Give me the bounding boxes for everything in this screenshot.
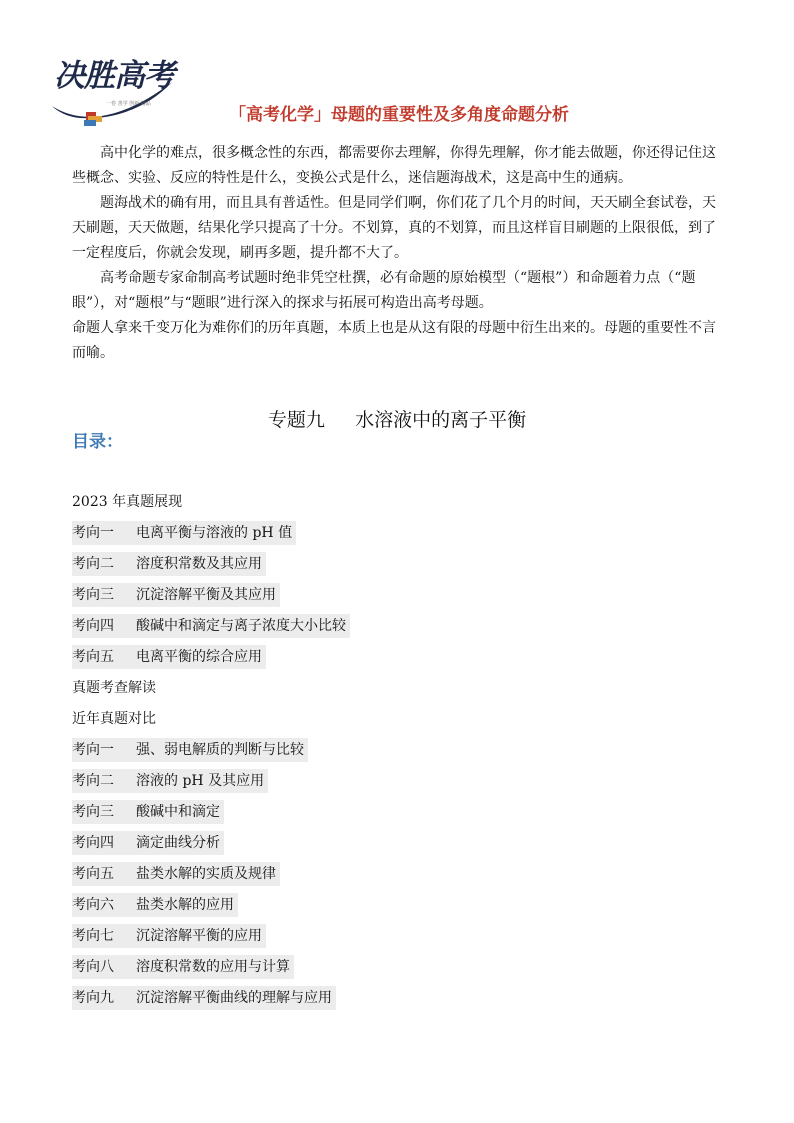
toc-item-label: 强、弱电解质的判断与比较 [136,742,304,758]
toc-item-label: 溶液的 pH 及其应用 [136,773,265,789]
toc-item[interactable] [72,986,336,1010]
toc-item-label: 盐类水解的应用 [136,897,234,913]
toc-item-number: 考向三 [72,804,114,820]
toc-item[interactable] [72,738,308,762]
toc-item-number: 考向六 [72,897,114,913]
toc-item-label: 真题考查解读 [72,680,156,696]
toc-item-number: 考向二 [72,556,114,572]
toc-item[interactable] [72,707,156,731]
toc-item-label: 近年真题对比 [72,711,156,727]
intro-paragraph: 命题人拿来千变万化为难你们的历年真题，本质上也是从这有限的母题中衍生出来的。母题的重要性不言而喻。 [72,320,716,361]
toc-item-number: 考向八 [72,959,114,975]
toc-item-number: 考向四 [72,618,114,634]
toc-item[interactable] [72,583,280,607]
toc-item-label: 沉淀溶解平衡的应用 [136,928,262,944]
logo-text: 决胜高考 [54,58,174,94]
toc-item-number: 考向七 [72,928,114,944]
page-title: 「高考化学」母题的重要性及多角度命题分析 [229,105,569,125]
toc-item-number: 考向四 [72,835,114,851]
toc-item-number: 考向一 [72,525,114,541]
toc-item[interactable] [72,955,294,979]
toc-item-label: 沉淀溶解平衡曲线的理解与应用 [136,990,332,1006]
toc-item-label: 沉淀溶解平衡及其应用 [136,587,276,603]
toc-item-label: 溶度积常数及其应用 [136,556,262,572]
toc-item-label: 盐类水解的实质及规律 [136,866,276,882]
toc-item[interactable] [72,769,268,793]
toc-item-label: 酸碱中和滴定 [136,804,220,820]
intro-paragraph: 题海战术的确有用，而且具有普适性。但是同学们啊，你们花了几个月的时间，天天刷全套试卷，天天刷题，天天做题，结果化学只提高了十分。不划算，真的不划算，而且这样盲目刷题的上限很低，到了一定程度后，你就会发现，刷再多题，提升都不大了。 [72,195,716,261]
intro-paragraph: 高中化学的难点，很多概念性的东西，都需要你去理解，你得先理解，你才能去做题，你还得记住这些概念、实验、反应的特性是什么，变换公式是什么，迷信题海战术，这是高中生的通病。 [72,145,716,186]
logo [50,50,174,128]
toc-item-label: 电离平衡的综合应用 [136,649,262,665]
toc-heading: 目录： [72,432,123,452]
toc-item-number: 考向九 [72,990,114,1006]
toc-item-number: 考向五 [72,866,114,882]
toc-item[interactable] [72,645,266,669]
toc-item[interactable] [72,614,350,638]
toc-item[interactable] [72,490,182,514]
toc-item-number: 考向一 [72,742,114,758]
toc-item-number: 考向三 [72,587,114,603]
intro-text [72,141,724,366]
section-title: 专题九 水溶液中的离子平衡 [267,409,527,431]
toc-item-label: 电离平衡与溶液的 pH 值 [136,525,293,541]
toc-item[interactable] [72,521,296,545]
toc-item-number: 考向二 [72,773,114,789]
intro-paragraph: 高考命题专家命制高考试题时绝非凭空杜撰，必有命题的原始模型（“题根”）和命题着力点（“题眼”），对“题根”与“题眼”进行深入的探求与拓展可构造出高考母题。 [72,270,696,311]
toc-item[interactable] [72,676,156,700]
toc-item[interactable] [72,924,266,948]
toc-item-label: 滴定曲线分析 [136,835,220,851]
toc-item-label: 2023 年真题展现 [72,494,183,510]
toc-item[interactable] [72,862,280,886]
toc-item[interactable] [72,831,224,855]
toc-item-label: 溶度积常数的应用与计算 [136,959,290,975]
toc-item[interactable] [72,800,224,824]
toc-item[interactable] [72,893,238,917]
toc-item-number: 考向五 [72,649,114,665]
toc-item-label: 酸碱中和滴定与离子浓度大小比较 [136,618,346,634]
logo-subtext: 一卷 善学 创新 精品 [106,101,151,107]
toc-item[interactable] [72,552,266,576]
